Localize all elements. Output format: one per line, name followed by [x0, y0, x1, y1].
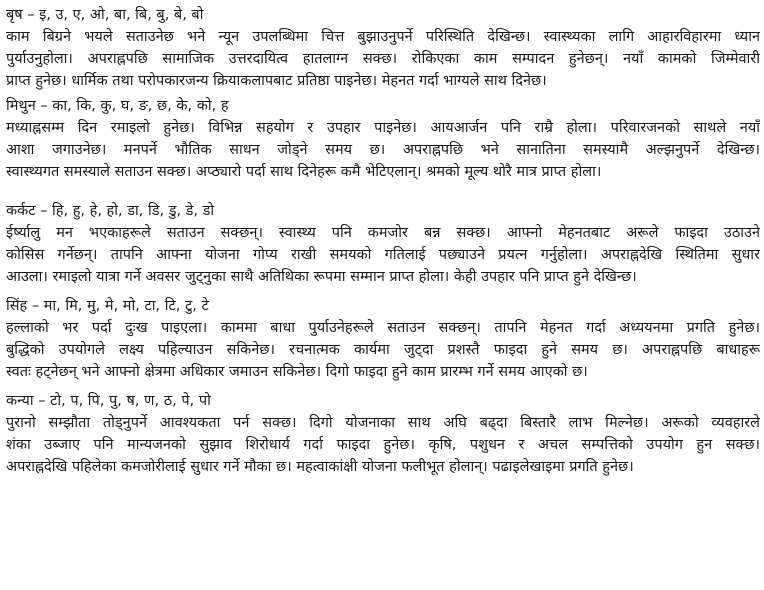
sign-heading: बृष – इ, उ, ए, ओ, बा, बि, बु, बे, बो [6, 7, 204, 23]
text-line: आउला। रमाइलो यात्रा गर्ने अवसर जुट्नुका साथै अतिथिका रूपमा सम्मान प्राप्त होला। केही उपहार पनि प्राप्त हुने देखिन्छ। [6, 269, 637, 285]
text-line: मध्याह्नसम्म दिन रमाइलो हुनेछ। विभिन्न सहयोग र उपहार पाइनेछ। आयआर्जन पनि राम्रै होला। परिवारजनको साथले नयाँ [6, 120, 760, 136]
section-spacer [6, 183, 760, 200]
text-line: काम बिग्रने भयले सताउनेछ भने न्यून उपलब्धिमा चित्त बुझाउनुपर्ने परिस्थिति देखिन्छ। स्वास्थ्यका लागि आहारविहारमा ध्यान [6, 29, 760, 45]
section-spacer [6, 288, 760, 295]
sign-heading: सिंह – मा, मि, मु, मे, मो, टा, टि, टु, टे [6, 298, 209, 314]
sign-section-mithun [6, 95, 760, 183]
text-line: शंका उब्जाए पनि मान्यजनको सुझाव शिरोधार्य गर्दा फाइदा हुनेछ। कृषि, पशुधन र अचल सम्पत्तिको उपयोग हुन सक्छ। [6, 437, 760, 453]
sign-section-karkat [6, 200, 760, 288]
text-line: अपराह्नदेखि पहिलेका कमजोरीलाई सुधार गर्ने मौका छ। महत्वाकांक्षी योजना फलीभूत होलान्। पढाइलेखाइमा प्रगति हुनेछ। [6, 459, 634, 475]
sign-section-singha [6, 295, 760, 383]
text-line: कोसिस गर्नेछन्। तापनि आफ्ना योजना गोप्य राखी समयको गतिलाई पछ्याउने प्रयत्न गर्नुहोला। अपराह्नदेखि स्थितिमा सुधार [6, 247, 760, 263]
text-line: प्राप्त हुनेछ। धार्मिक तथा परोपकारजन्य क्रियाकलापबाट प्रतिष्ठा पाइनेछ। मेहनत गर्दा भाग्यले साथ दिनेछ। [6, 73, 547, 89]
text-line: पुरानो सम्झौता तोड्नुपर्ने आवश्यकता पर्न सक्छ। दिगो योजनाका साथ अघि बढ्दा बिस्तारै लाभ मिल्नेछ। अरूको व्यवहारले [6, 415, 760, 431]
text-line: स्वास्थ्यगत समस्याले सताउन सक्छ। अप्ठ्यारो पर्दा साथ दिनेहरू कमै भेटिएलान्। श्रमको मूल्य थोरै मात्र प्राप्त होला। [6, 164, 602, 180]
sign-heading: मिथुन – का, कि, कु, घ, ङ, छ, के, को, ह [6, 98, 229, 114]
text-line: बुद्धिको उपयोगले लक्ष्य पहिल्याउन सकिनेछ। रचनात्मक कार्यमा जुट्दा प्रशस्तै फाइदा हुने समय छ। अपराह्नपछि बाधाहरू [6, 342, 760, 358]
text-line: ईर्ष्यालु मन भएकाहरूले सताउन सक्छन्। स्वास्थ्य पनि कमजोर बन्न सक्छ। आफ्नो मेहनतबाट अरूले फाइदा उठाउने [6, 225, 760, 241]
section-spacer [6, 383, 760, 390]
sign-heading: कर्कट – हि, हु, हे, हो, डा, डि, डु, डे, डो [6, 203, 215, 219]
text-line: स्वतः हट्नेछन् भने आफ्नो क्षेत्रमा अधिकार जमाउन सकिनेछ। दिगो फाइदा हुने काम प्रारम्भ गर्ने समय आएको छ। [6, 364, 588, 380]
text-line: हल्लाको भर पर्दा दुःख पाइएला। काममा बाधा पुर्याउनेहरूले सताउन सक्छन्। तापनि मेहनत गर्दा अध्ययनमा प्रगति हुनेछ। [6, 320, 760, 336]
text-line: पुर्याउनुहोला। अपराह्नपछि सामाजिक उत्तरदायित्व हातलाग्न सक्छ। रोकिएका काम सम्पादन हुनेछन्। नयाँ कामको जिम्मेवारी [6, 51, 760, 67]
text-line: आशा जगाउनेछ। मनपर्ने भौतिक साधन जोड्ने समय छ। अपराह्नपछि भने सानातिना समस्यामै अल्झनुपर्ने देखिन्छ। [6, 142, 760, 158]
sign-section-kanya [6, 390, 760, 478]
sign-section-brisha [6, 4, 760, 92]
horoscope-document [6, 4, 760, 478]
sign-heading: कन्या – टो, प, पि, पु, ष, ण, ठ, पे, पो [6, 393, 211, 409]
